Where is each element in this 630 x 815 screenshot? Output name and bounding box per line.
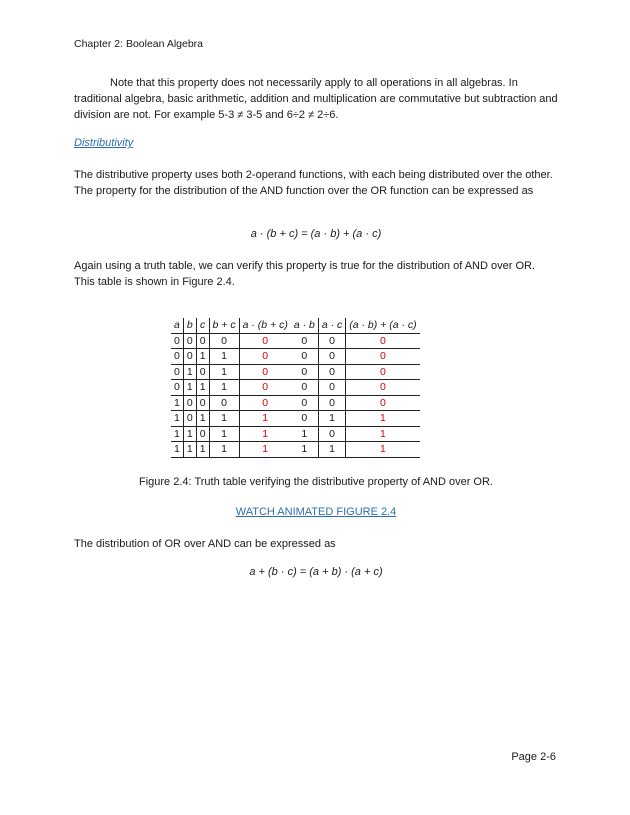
truth-table-cell: 0 <box>346 380 420 396</box>
truth-table-row <box>171 333 420 349</box>
figure-caption: Figure 2.4: Truth table verifying the distributive property of AND over OR. <box>139 476 493 488</box>
or-over-and-equation: a + (b · c) = (a + b) · (a + c) <box>249 566 383 578</box>
truth-table-cell: 0 <box>291 411 319 427</box>
truth-table-cell: 0 <box>183 349 196 365</box>
truth-table-header-cell: a · b <box>291 318 319 333</box>
truth-table-cell: 0 <box>318 426 345 442</box>
truth-table-cell: 0 <box>318 349 345 365</box>
truth-table-cell: 1 <box>171 411 183 427</box>
truth-table-cell: 1 <box>346 411 420 427</box>
truth-table-cell: 1 <box>183 380 196 396</box>
truth-table-row <box>171 364 420 380</box>
truth-table-header-cell: b + c <box>209 318 239 333</box>
page-number: Page 2-6 <box>511 751 556 763</box>
truth-table-cell: 0 <box>239 395 291 411</box>
commutativity-paragraph <box>74 75 558 123</box>
truth-table-cell: 0 <box>209 333 239 349</box>
truth-table-cell: 0 <box>171 349 183 365</box>
truth-table-cell: 0 <box>291 395 319 411</box>
truth-table-cell: 1 <box>183 442 196 458</box>
truth-table-cell: 1 <box>209 380 239 396</box>
truth-table-cell: 0 <box>196 395 209 411</box>
truth-table-cell: 1 <box>209 411 239 427</box>
truth-table <box>171 318 420 458</box>
truth-table-row <box>171 426 420 442</box>
truth-table-cell: 1 <box>346 426 420 442</box>
truth-table-cell: 1 <box>209 349 239 365</box>
truth-table-intro-paragraph: Again using a truth table, we can verify this property is true for the distribution of AND over OR. This table is shown in Figure 2.4. <box>74 260 535 288</box>
truth-table-cell: 1 <box>239 426 291 442</box>
truth-table-header-row <box>171 318 420 333</box>
truth-table-cell: 1 <box>318 411 345 427</box>
truth-table-cell: 0 <box>183 395 196 411</box>
truth-table-cell: 0 <box>239 380 291 396</box>
truth-table-cell: 1 <box>291 442 319 458</box>
truth-table-cell: 1 <box>346 442 420 458</box>
truth-table-row <box>171 442 420 458</box>
truth-table-cell: 0 <box>171 333 183 349</box>
truth-table-header-cell: c <box>196 318 209 333</box>
watch-animated-figure-link[interactable]: WATCH ANIMATED FIGURE 2.4 <box>235 506 397 518</box>
truth-table-cell: 1 <box>183 426 196 442</box>
truth-table-cell: 0 <box>346 333 420 349</box>
truth-table-cell: 0 <box>196 364 209 380</box>
or-over-and-intro-paragraph: The distribution of OR over AND can be expressed as <box>74 538 336 550</box>
truth-table-cell: 1 <box>318 442 345 458</box>
truth-table-header-cell: a <box>171 318 183 333</box>
truth-table-cell: 1 <box>196 442 209 458</box>
truth-table-cell: 1 <box>171 395 183 411</box>
truth-table-cell: 1 <box>239 411 291 427</box>
truth-table-cell: 0 <box>291 349 319 365</box>
truth-table-cell: 0 <box>291 364 319 380</box>
truth-table-cell: 0 <box>291 380 319 396</box>
truth-table-cell: 0 <box>239 349 291 365</box>
truth-table-cell: 0 <box>196 426 209 442</box>
truth-table-cell: 1 <box>209 426 239 442</box>
truth-table-row <box>171 411 420 427</box>
truth-table-cell: 0 <box>239 364 291 380</box>
truth-table-cell: 1 <box>196 349 209 365</box>
truth-table-row <box>171 380 420 396</box>
truth-table-cell: 1 <box>209 442 239 458</box>
truth-table-cell: 1 <box>171 426 183 442</box>
truth-table-cell: 0 <box>171 380 183 396</box>
truth-table-cell: 0 <box>171 364 183 380</box>
distributive-intro-paragraph: The distributive property uses both 2-operand functions, with each being distributed over the other. The property for the distribution of the AND function over the OR function can be expressed as <box>74 169 553 197</box>
truth-table-cell: 1 <box>196 380 209 396</box>
truth-table-cell: 0 <box>183 333 196 349</box>
distributivity-section-link[interactable]: Distributivity <box>74 137 134 149</box>
truth-table-row <box>171 395 420 411</box>
truth-table-cell: 1 <box>209 364 239 380</box>
truth-table-cell: 1 <box>183 364 196 380</box>
truth-table-cell: 1 <box>171 442 183 458</box>
truth-table-header-cell: a · c <box>318 318 345 333</box>
truth-table-cell: 0 <box>318 364 345 380</box>
chapter-header: Chapter 2: Boolean Algebra <box>74 38 204 50</box>
truth-table-header-cell: (a · b) + (a · c) <box>346 318 420 333</box>
truth-table-cell: 0 <box>183 411 196 427</box>
truth-table-cell: 0 <box>346 364 420 380</box>
and-over-or-equation: a · (b + c) = (a · b) + (a · c) <box>250 228 382 240</box>
truth-table-cell: 0 <box>239 333 291 349</box>
watch-figure-link-container <box>74 506 558 518</box>
truth-table-header-cell: b <box>183 318 196 333</box>
truth-table-cell: 0 <box>209 395 239 411</box>
truth-table-cell: 1 <box>196 411 209 427</box>
truth-table-cell: 0 <box>196 333 209 349</box>
truth-table-row <box>171 349 420 365</box>
truth-table-cell: 0 <box>291 333 319 349</box>
truth-table-cell: 0 <box>346 349 420 365</box>
truth-table-cell: 1 <box>239 442 291 458</box>
truth-table-cell: 0 <box>318 333 345 349</box>
truth-table-cell: 0 <box>318 380 345 396</box>
truth-table-header-cell: a · (b + c) <box>239 318 291 333</box>
truth-table-cell: 0 <box>318 395 345 411</box>
truth-table-cell: 1 <box>291 426 319 442</box>
truth-table-cell: 0 <box>346 395 420 411</box>
commutativity-text: Note that this property does not necessarily apply to all operations in all algebras. In traditional algebra, basic arithmetic, addition and multiplication are commutative but subtraction and division are not. For example 5-3 ≠ 3-5 and 6÷2 ≠ 2÷6. <box>74 77 558 121</box>
